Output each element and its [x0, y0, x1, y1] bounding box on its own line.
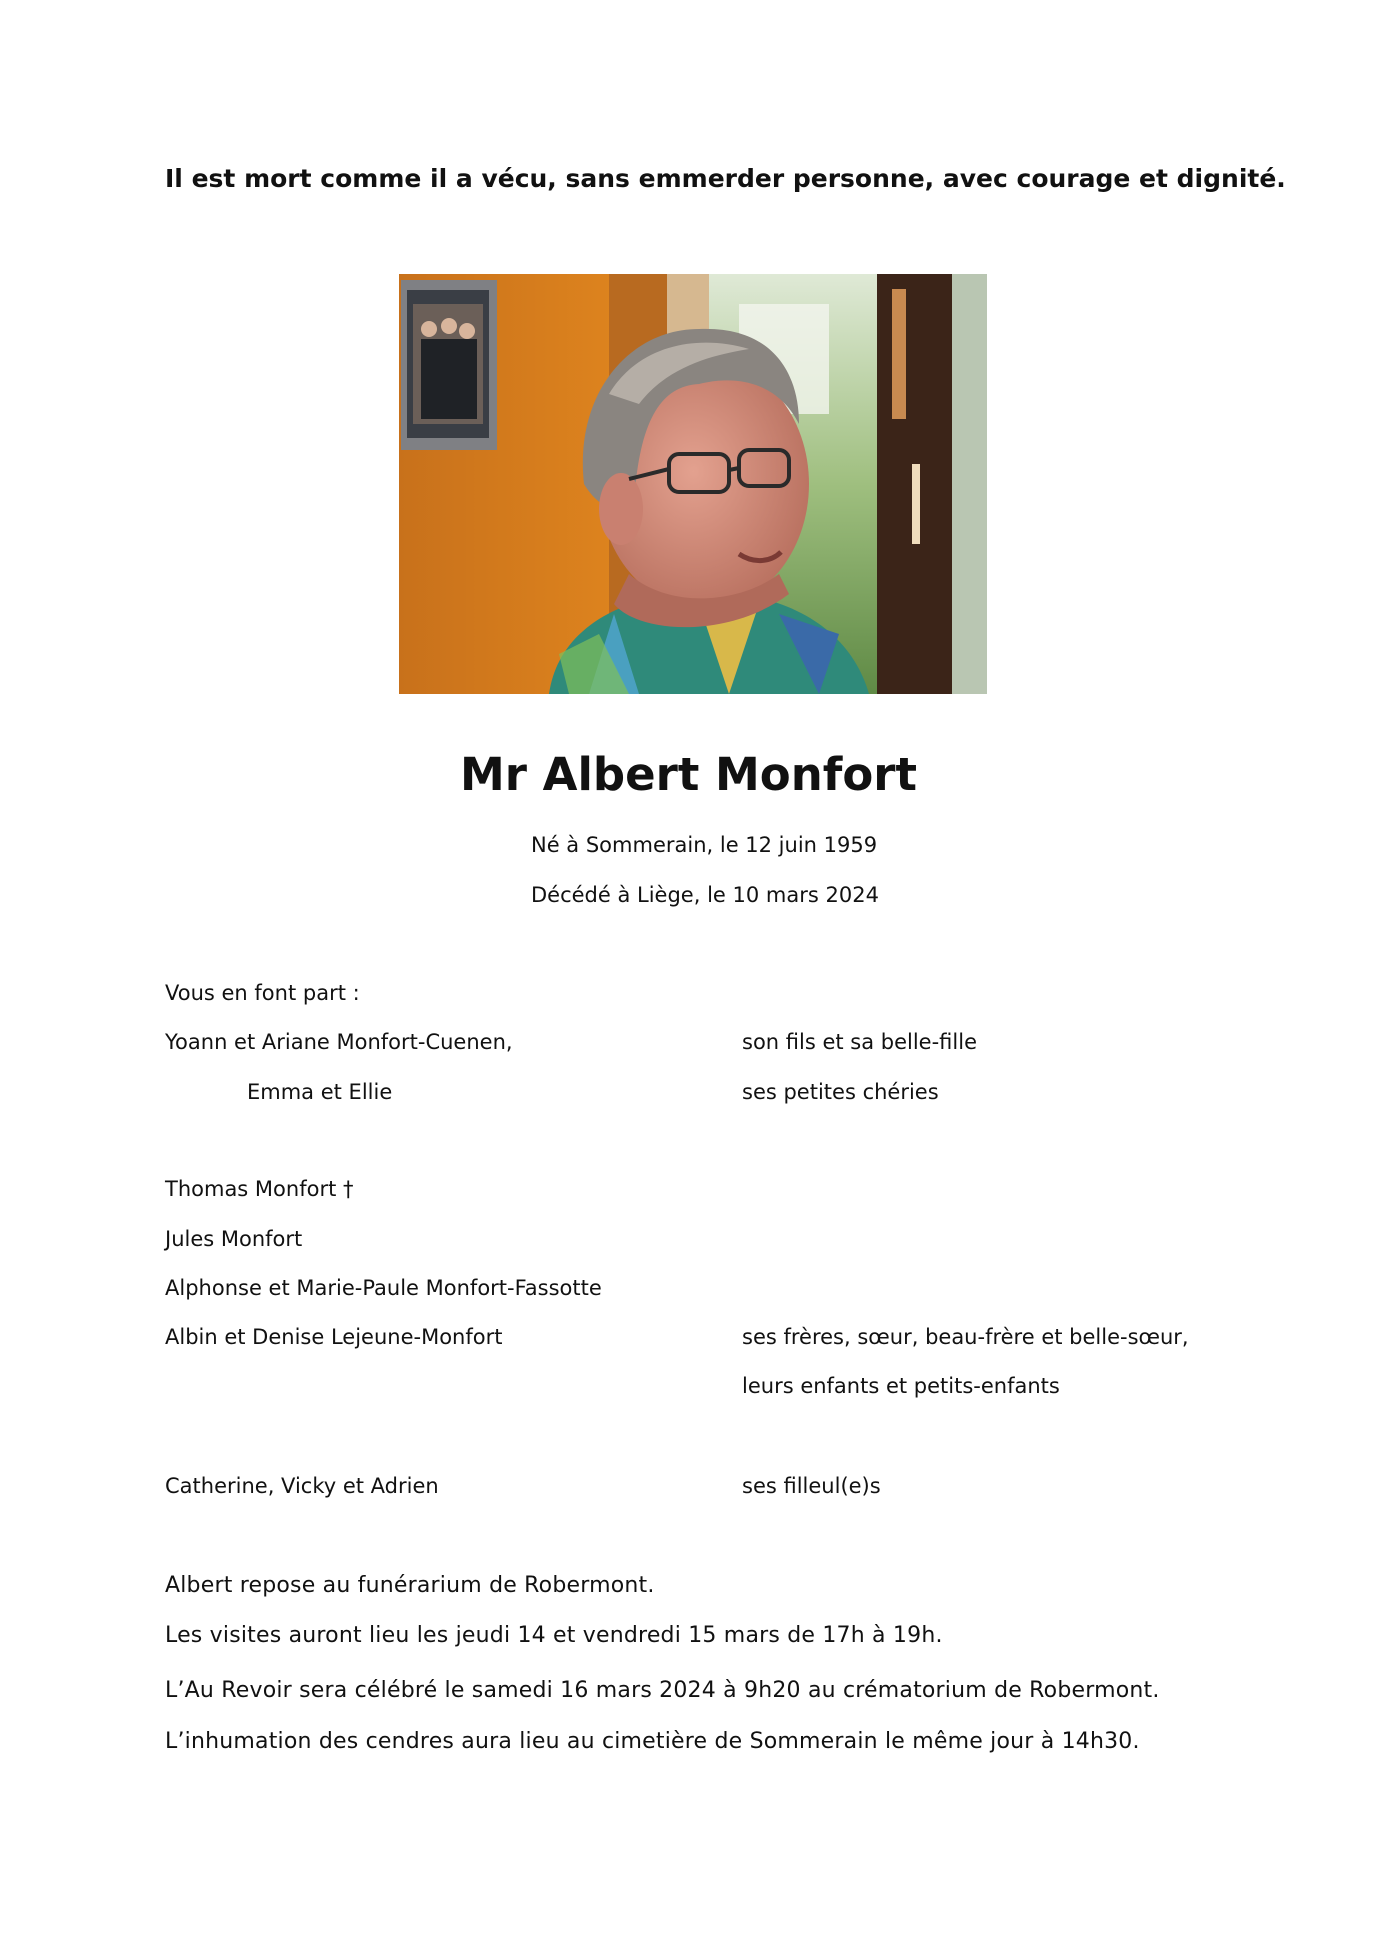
family-name: Thomas Monfort † [165, 1177, 354, 1201]
family-relation: ses frères, sœur, beau-frère et belle-sœur, [742, 1325, 1189, 1349]
family-name: Catherine, Vicky et Adrien [165, 1474, 439, 1498]
info-line: L’Au Revoir sera célébré le samedi 16 mars 2024 à 9h20 au crématorium de Robermont. [165, 1678, 1160, 1703]
info-line: Les visites auront lieu les jeudi 14 et vendredi 15 mars de 17h à 19h. [165, 1623, 943, 1648]
deceased-name: Mr Albert Monfort [460, 748, 917, 801]
announcement-intro: Vous en font part : [165, 981, 360, 1005]
epigraph: Il est mort comme il a vécu, sans emmerder personne, avec courage et dignité. [165, 164, 1286, 193]
info-line: L’inhumation des cendres aura lieu au cimetière de Sommerain le même jour à 14h30. [165, 1729, 1140, 1754]
family-relation: leurs enfants et petits-enfants [742, 1374, 1060, 1398]
family-relation: ses filleul(e)s [742, 1474, 881, 1498]
birth-line: Né à Sommerain, le 12 juin 1959 [531, 833, 878, 857]
family-name: Yoann et Ariane Monfort-Cuenen, [165, 1030, 513, 1054]
family-relation: son fils et sa belle-fille [742, 1030, 977, 1054]
family-name: Emma et Ellie [247, 1080, 393, 1104]
family-relation: ses petites chéries [742, 1080, 939, 1104]
family-name: Albin et Denise Lejeune-Monfort [165, 1325, 503, 1349]
info-line: Albert repose au funérarium de Robermont. [165, 1573, 655, 1598]
portrait-photo [399, 274, 987, 694]
family-name: Jules Monfort [165, 1227, 303, 1251]
family-name: Alphonse et Marie-Paule Monfort-Fassotte [165, 1276, 602, 1300]
death-line: Décédé à Liège, le 10 mars 2024 [531, 883, 879, 907]
